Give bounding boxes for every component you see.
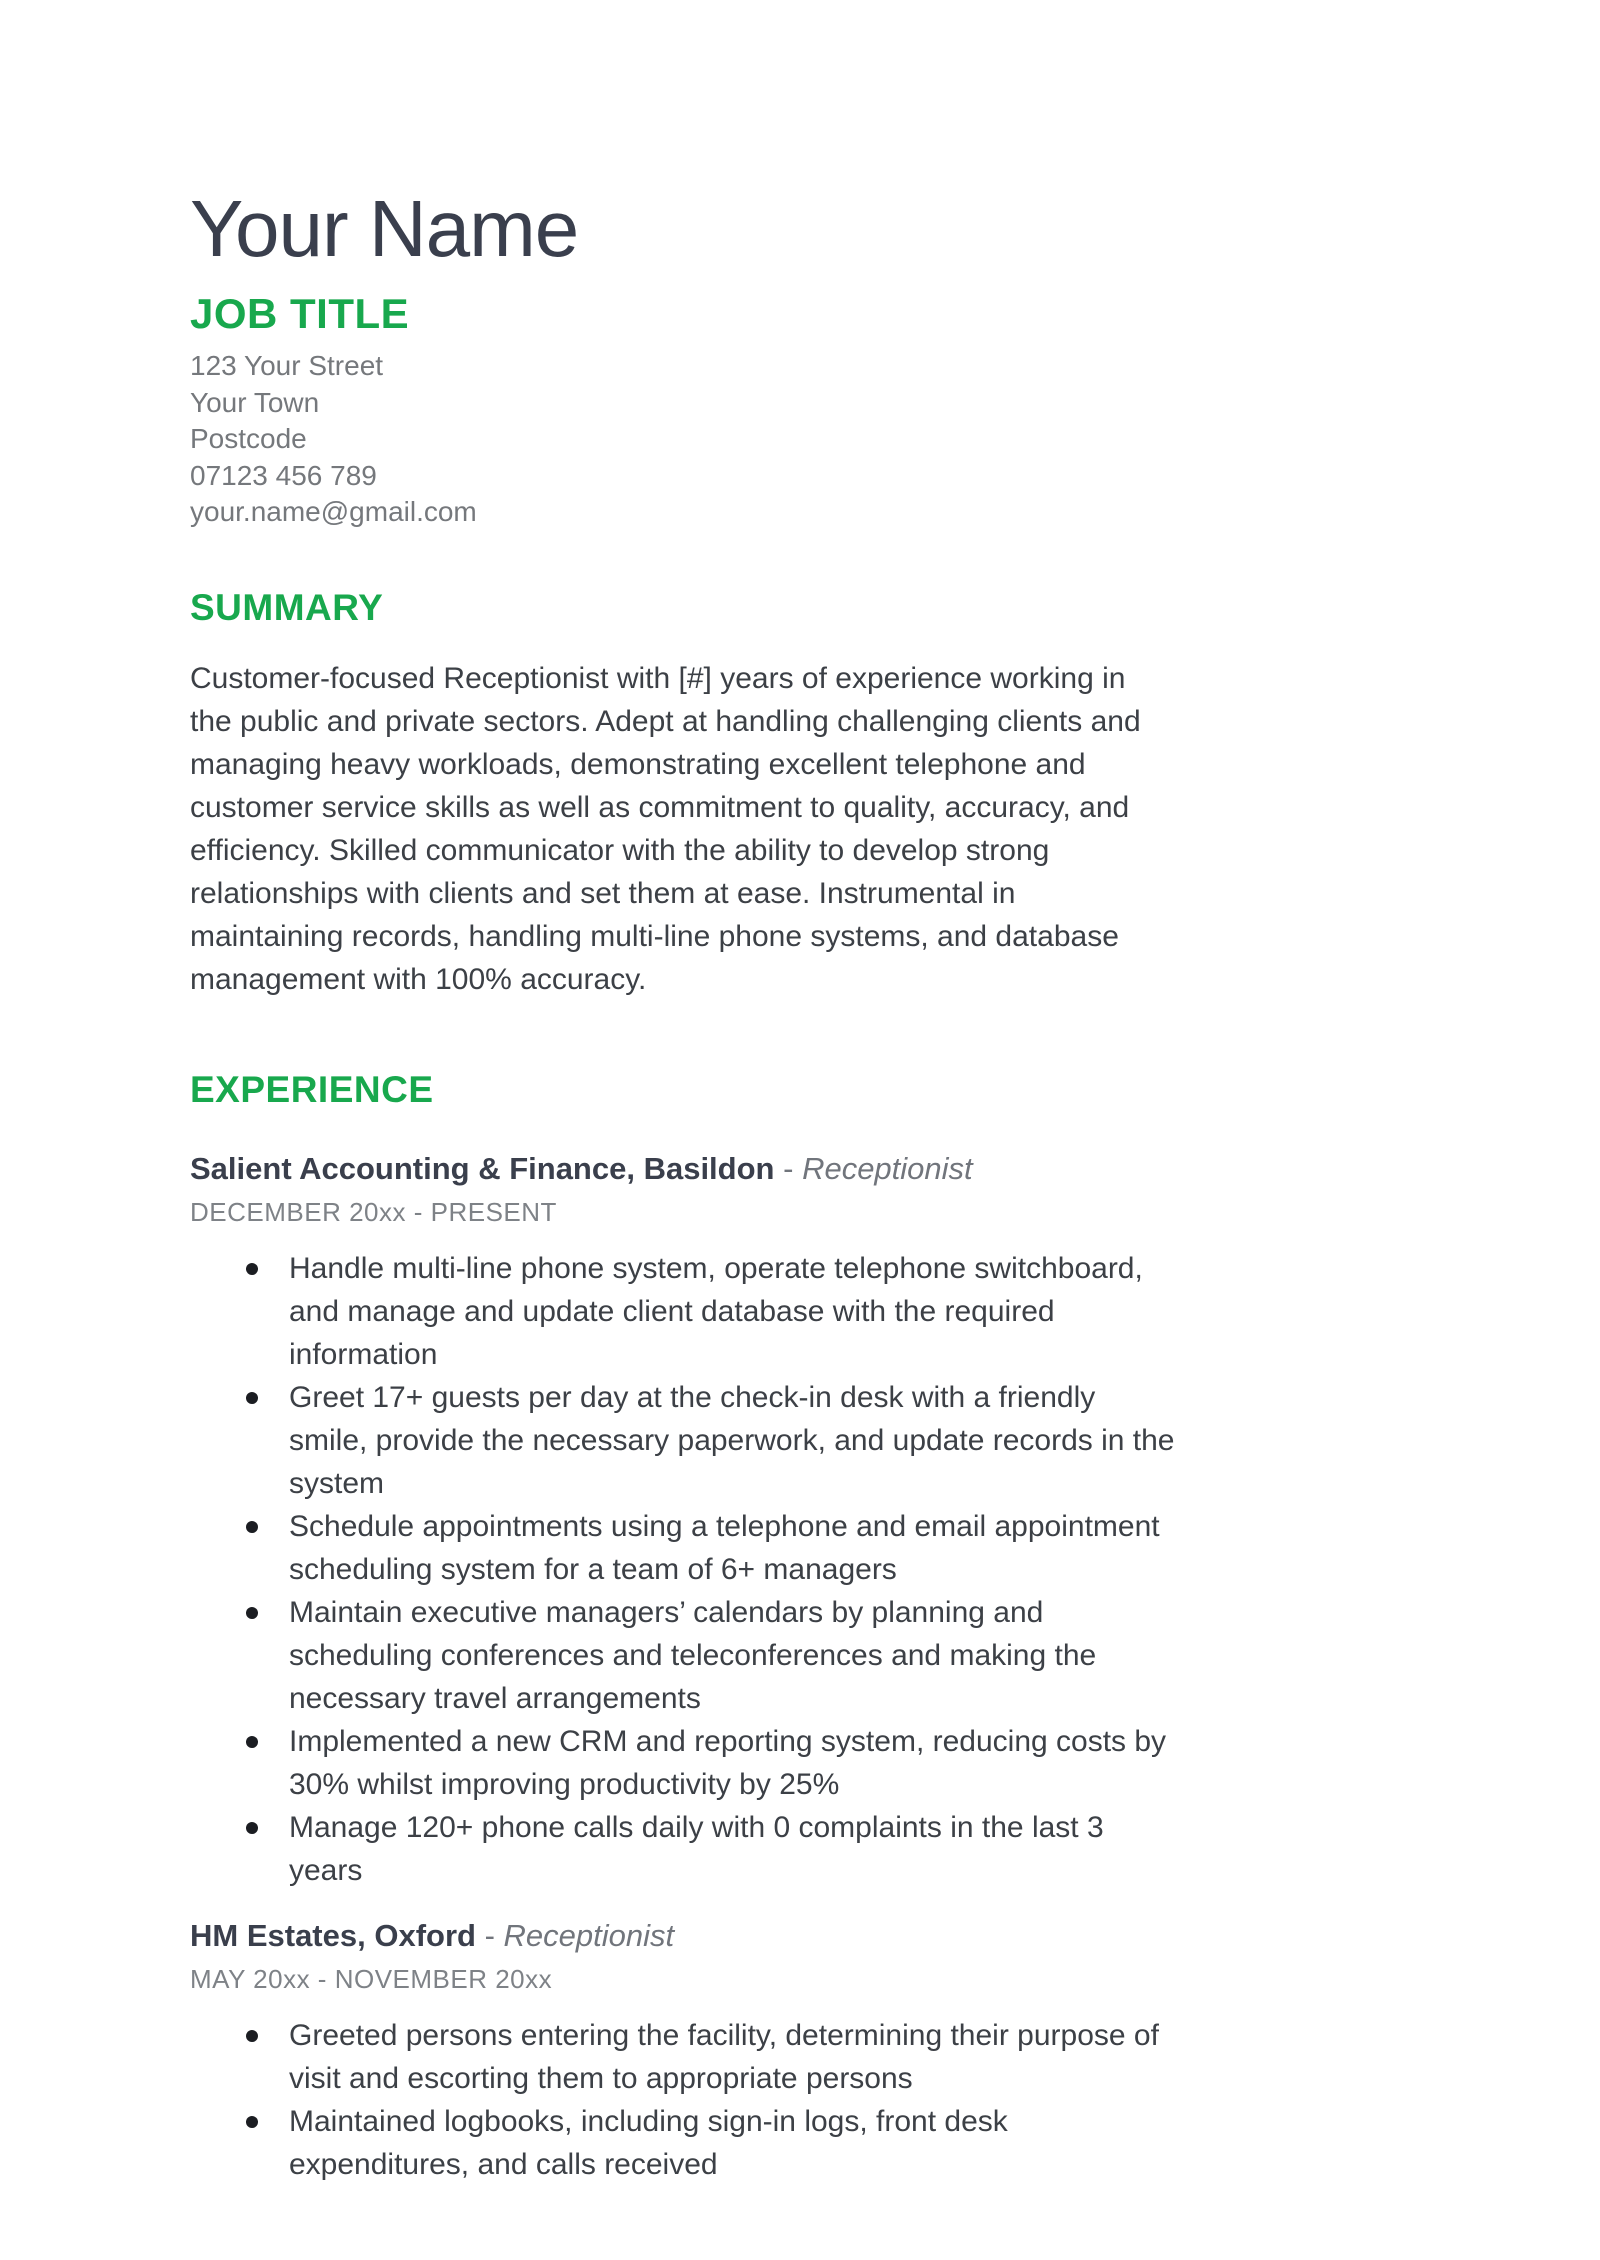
- summary-heading: SUMMARY: [190, 586, 384, 628]
- experience-heading: EXPERIENCE: [190, 1068, 434, 1110]
- job-heading: [190, 1149, 1175, 1189]
- job-company: Salient Accounting & Finance, Basildon: [190, 1150, 775, 1186]
- job-heading: [190, 1916, 1175, 1956]
- contact-postcode: Postcode: [190, 423, 307, 454]
- contact-phone: 07123 456 789: [190, 459, 377, 491]
- contact-block: [190, 348, 1175, 531]
- job-separator: -: [484, 1917, 495, 1953]
- job-entry: [190, 1916, 1175, 2186]
- job-bullet: Greeted persons entering the facility, determining their purpose of visit and escorting them to appropriate persons: [190, 2014, 1175, 2100]
- job-bullet-list: [190, 2014, 1175, 2186]
- contact-town: Your Town: [190, 386, 320, 418]
- job-dates: MAY 20xx - NOVEMBER 20xx: [190, 1963, 553, 1994]
- job-bullet: Maintain executive managers’ calendars by planning and scheduling conferences and teleconferences and making the necessary travel arrangements: [190, 1591, 1175, 1720]
- job-separator: -: [783, 1150, 794, 1186]
- job-bullet: Maintained logbooks, including sign-in logs, front desk expenditures, and calls received: [190, 2100, 1175, 2186]
- job-bullet: Implemented a new CRM and reporting system, reducing costs by 30% whilst improving productivity by 25%: [190, 1720, 1175, 1806]
- job-role: Receptionist: [503, 1917, 675, 1953]
- summary-paragraph: Customer-focused Receptionist with [#] years of experience working in the public and private sectors. Adept at handling challenging clients and managing heavy workloads, demonstrating excellent telephone and customer service skills as well as commitment to quality, accuracy, and efficiency. Skilled communicator with the ability to develop strong relationships with clients and set them at ease. Instrumental in maintaining records, handling multi-line phone systems, and database management with 100% accuracy.: [190, 661, 1141, 996]
- job-bullet: Handle multi-line phone system, operate telephone switchboard, and manage and update client database with the required information: [190, 1247, 1175, 1376]
- job-role: Receptionist: [802, 1150, 973, 1186]
- contact-street: 123 Your Street: [190, 350, 384, 381]
- person-name: Your Name: [190, 184, 579, 273]
- job-bullet-list: [190, 1247, 1175, 1892]
- experience-section: [190, 1069, 1175, 2186]
- resume-header: [190, 186, 1175, 531]
- job-title: JOB TITLE: [190, 290, 410, 337]
- summary-section: [190, 587, 1175, 1001]
- job-dates: DECEMBER 20xx - PRESENT: [190, 1196, 557, 1227]
- job-entry: [190, 1149, 1175, 1892]
- job-bullet: Greet 17+ guests per day at the check-in desk with a friendly smile, provide the necessary paperwork, and update records in the system: [190, 1376, 1175, 1505]
- contact-email: your.name@gmail.com: [190, 496, 477, 527]
- job-bullet: Manage 120+ phone calls daily with 0 complaints in the last 3 years: [190, 1806, 1175, 1892]
- resume-content: [190, 0, 1175, 2186]
- job-company: HM Estates, Oxford: [190, 1917, 476, 1953]
- job-bullet: Schedule appointments using a telephone and email appointment scheduling system for a team of 6+ managers: [190, 1505, 1175, 1591]
